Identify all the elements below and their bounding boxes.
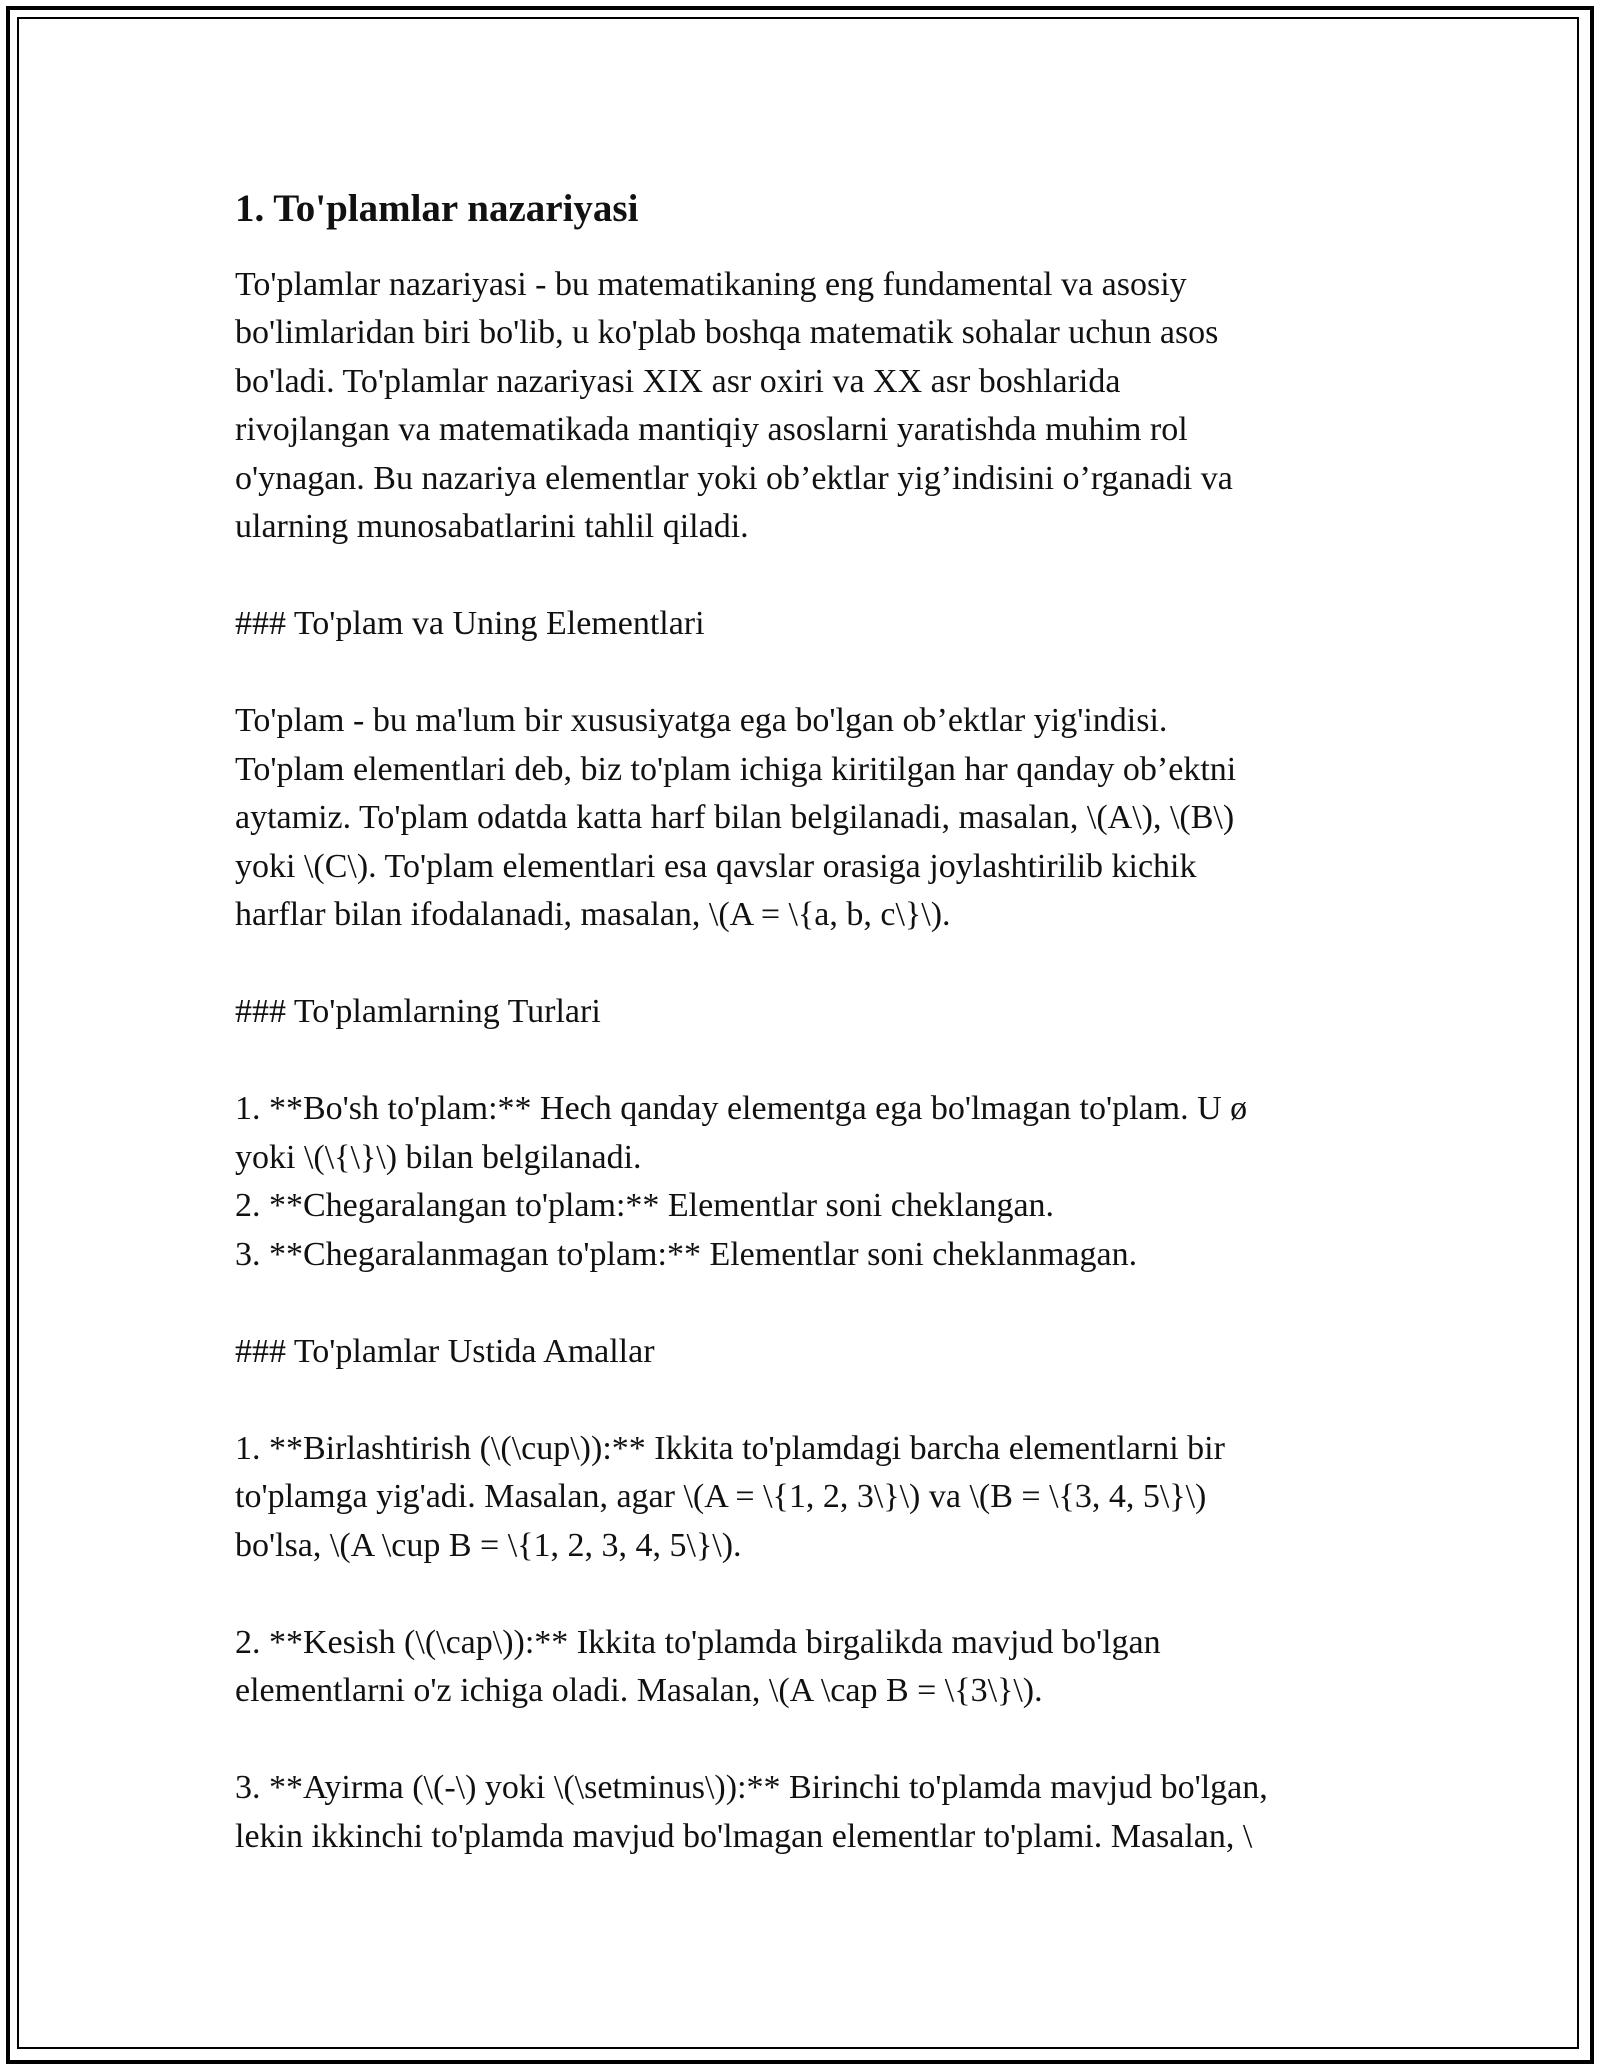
text-line: 3. **Ayirma (\(-\) yoki \(\setminus\)):** Birinchi to'plamda mavjud bo'lgan,	[235, 1769, 1268, 1807]
text-line: harflar bilan ifodalanadi, masalan, \(A = \{a, b, c\}\).	[235, 896, 951, 934]
text-line: o'ynagan. Bu nazariya elementlar yoki ob’ektlar yig’indisini o’rganadi va	[235, 459, 1233, 497]
text-line: 1. **Birlashtirish (\(\cup\)):** Ikkita to'plamdagi barcha elementlarni bir	[235, 1429, 1225, 1467]
list-item: 1. **Bo'sh to'plam:** Hech qanday elementga ega bo'lmagan to'plam. U ø	[235, 1090, 1248, 1128]
types-list	[235, 1085, 1380, 1279]
section-heading-text: ### To'plamlarning Turlari	[235, 993, 601, 1031]
section-heading	[235, 1328, 1380, 1377]
section-heading-text: ### To'plam va Uning Elementlari	[235, 605, 705, 643]
paragraph-gap	[235, 1279, 1380, 1328]
text-line: bo'ladi. To'plamlar nazariyasi XIX asr oxiri va XX asr boshlarida	[235, 362, 1121, 400]
operation-union	[235, 1425, 1380, 1571]
paragraph-gap	[235, 1376, 1380, 1425]
operation-intersection	[235, 1619, 1380, 1716]
text-line: To'plamlar nazariyasi - bu matematikaning eng fundamental va asosiy	[235, 265, 1187, 303]
text-line: to'plamga yig'adi. Masalan, agar \(A = \{1, 2, 3\}\) va \(B = \{3, 4, 5\}\)	[235, 1478, 1207, 1516]
operation-difference	[235, 1764, 1380, 1861]
list-item: 3. **Chegaralanmagan to'plam:** Elementlar soni cheklanmagan.	[235, 1235, 1138, 1273]
document-title: 1. To'plamlar nazariyasi	[235, 187, 639, 230]
text-line: To'plam elementlari deb, biz to'plam ichiga kiritilgan har qanday ob’ektni	[235, 750, 1237, 788]
paragraph-gap	[235, 1716, 1380, 1765]
section-heading	[235, 600, 1380, 649]
list-item: yoki \(\{\}\) bilan belgilanadi.	[235, 1138, 642, 1176]
text-line: bo'limlaridan biri bo'lib, u ko'plab boshqa matematik sohalar uchun asos	[235, 314, 1219, 352]
paragraph-gap	[235, 940, 1380, 989]
text-line: aytamiz. To'plam odatda katta harf bilan belgilanadi, masalan, \(A\), \(B\)	[235, 799, 1235, 837]
text-line: ularning munosabatlarini tahlil qiladi.	[235, 508, 749, 546]
paragraph-gap	[235, 1037, 1380, 1086]
text-line: rivojlangan va matematikada mantiqiy asoslarni yaratishda muhim rol	[235, 411, 1188, 449]
paragraph-gap	[235, 649, 1380, 698]
text-line: To'plam - bu ma'lum bir xususiyatga ega bo'lgan ob’ektlar yig'indisi.	[235, 702, 1168, 740]
document-body	[235, 186, 1380, 1861]
text-line: yoki \(C\). To'plam elementlari esa qavslar orasiga joylashtirilib kichik	[235, 847, 1197, 885]
text-line: lekin ikkinchi to'plamda mavjud bo'lmagan elementlar to'plami. Masalan, \	[235, 1817, 1253, 1855]
text-line: elementlarni o'z ichiga oladi. Masalan, \(A \cap B = \{3\}\).	[235, 1672, 1043, 1710]
intro-paragraph	[235, 261, 1380, 552]
text-line: bo'lsa, \(A \cup B = \{1, 2, 3, 4, 5\}\).	[235, 1526, 742, 1564]
section-heading	[235, 988, 1380, 1037]
paragraph-gap	[235, 552, 1380, 601]
list-item: 2. **Chegaralangan to'plam:** Elementlar soni cheklangan.	[235, 1187, 1055, 1225]
text-line: 2. **Kesish (\(\cap\)):** Ikkita to'plamda birgalikda mavjud bo'lgan	[235, 1623, 1161, 1661]
elements-paragraph	[235, 697, 1380, 940]
section-heading-text: ### To'plamlar Ustida Amallar	[235, 1332, 655, 1370]
paragraph-gap	[235, 1570, 1380, 1619]
